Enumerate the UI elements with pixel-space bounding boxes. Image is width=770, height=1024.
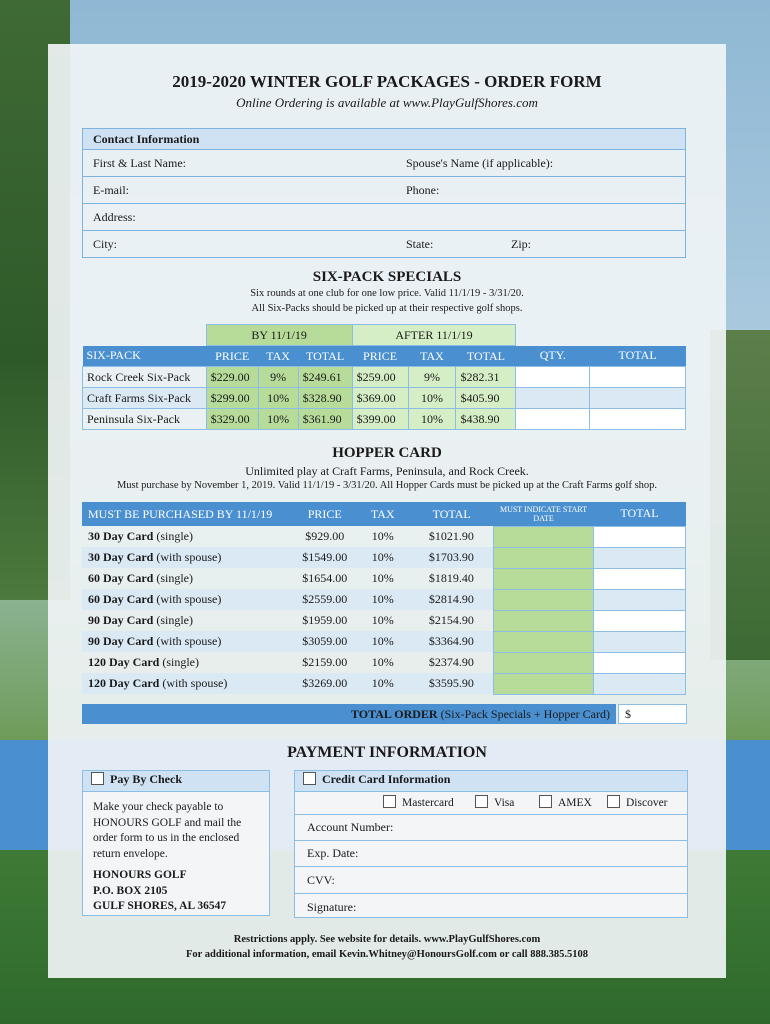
row-total-input[interactable] xyxy=(594,568,686,589)
start-date-input[interactable] xyxy=(494,673,594,694)
card-option: (with spouse) xyxy=(153,592,222,606)
col-tax: TAX xyxy=(370,506,395,521)
city-row xyxy=(83,231,686,258)
row-total-input[interactable] xyxy=(590,388,686,409)
col-total-by: TOTAL xyxy=(306,348,345,363)
total: $1021.90 xyxy=(428,529,474,543)
payment-title: PAYMENT INFORMATION xyxy=(287,744,487,761)
price-by: $329.00 xyxy=(206,409,258,430)
table-row xyxy=(82,673,686,694)
card-option: (single) xyxy=(153,571,193,585)
form-title: 2019-2020 WINTER GOLF PACKAGES - ORDER FORM xyxy=(172,72,602,91)
six-pack-note-1: Six rounds at one club for one low price. Valid 11/1/19 - 3/31/20. xyxy=(250,288,524,299)
total-by: $328.90 xyxy=(298,388,352,409)
card-type: 60 Day Card xyxy=(88,592,154,606)
exp-date-field[interactable]: Exp. Date: xyxy=(295,841,687,867)
price-after: $399.00 xyxy=(352,409,408,430)
hopper-note-1: Unlimited play at Craft Farms, Peninsula, and Rock Creek. xyxy=(245,464,529,478)
price-after: $369.00 xyxy=(352,388,408,409)
table-row xyxy=(82,547,686,568)
six-pack-name: Peninsula Six-Pack xyxy=(83,409,207,430)
hopper-card-title: HOPPER CARD xyxy=(332,445,442,461)
state-field[interactable]: State: xyxy=(406,236,434,251)
row-total-input[interactable] xyxy=(594,526,686,547)
card-type: 60 Day Card xyxy=(88,571,154,585)
col-total-after: TOTAL xyxy=(466,348,505,363)
col-price: PRICE xyxy=(307,506,342,521)
tax-after: 10% xyxy=(408,409,456,430)
row-total-input[interactable] xyxy=(594,547,686,568)
card-option: (with spouse) xyxy=(153,550,222,564)
email-field[interactable]: E-mail: xyxy=(93,182,129,197)
mastercard-label: Mastercard xyxy=(402,797,454,809)
order-form-sheet xyxy=(48,44,726,978)
price-after: $259.00 xyxy=(352,367,408,388)
row-total-input[interactable] xyxy=(594,673,686,694)
card-option: (with spouse) xyxy=(159,676,228,690)
pay-by-check-label: Pay By Check xyxy=(110,772,182,786)
card-option: (single) xyxy=(159,655,199,669)
tax-by: 9% xyxy=(258,367,298,388)
pay-by-check-checkbox[interactable] xyxy=(91,772,104,785)
qty-input[interactable] xyxy=(516,409,590,430)
row-total-input[interactable] xyxy=(594,652,686,673)
tax: 10% xyxy=(371,634,394,648)
name-row xyxy=(83,150,686,177)
group-by-date: BY 11/1/19 xyxy=(206,325,352,346)
total: $1819.40 xyxy=(428,571,474,585)
signature-field[interactable]: Signature: xyxy=(307,900,357,914)
table-row xyxy=(82,568,686,589)
mailing-address xyxy=(83,862,269,915)
table-row xyxy=(82,631,686,652)
pay-by-check-header xyxy=(83,771,269,792)
tax: 10% xyxy=(371,592,394,606)
address-field[interactable]: Address: xyxy=(83,204,686,231)
hopper-card-table xyxy=(82,502,686,695)
col-row-total: TOTAL xyxy=(620,506,659,521)
row-total-input[interactable] xyxy=(594,589,686,610)
col-price-after: PRICE xyxy=(363,348,398,363)
discover-checkbox[interactable] xyxy=(607,795,620,808)
card-type-discover[interactable] xyxy=(607,795,668,809)
table-row xyxy=(82,652,686,673)
contact-information-table xyxy=(82,128,686,258)
total: $2374.90 xyxy=(428,655,474,669)
col-hopper-card: MUST BE PURCHASED BY 11/1/19 xyxy=(88,506,273,521)
pay-by-check-box xyxy=(82,770,270,916)
price: $3059.00 xyxy=(302,634,348,648)
row-total-input[interactable] xyxy=(590,409,686,430)
total-by: $249.61 xyxy=(298,367,352,388)
total: $1703.90 xyxy=(428,550,474,564)
zip-field[interactable]: Zip: xyxy=(511,236,531,251)
price: $2159.00 xyxy=(302,655,348,669)
card-type: 120 Day Card xyxy=(88,676,160,690)
col-start-date: MUST INDICATE START DATE xyxy=(499,504,588,523)
start-date-input[interactable] xyxy=(494,526,594,547)
cvv-field[interactable]: CVV: xyxy=(295,867,687,894)
card-type: 30 Day Card xyxy=(88,550,154,564)
credit-card-label: Credit Card Information xyxy=(322,772,451,786)
contact-header: Contact Information xyxy=(83,129,686,150)
table-row xyxy=(83,388,686,409)
qty-input[interactable] xyxy=(516,367,590,388)
col-tax-by: TAX xyxy=(266,348,290,363)
col-tax-after: TAX xyxy=(420,348,444,363)
amex-checkbox[interactable] xyxy=(539,795,552,808)
table-row xyxy=(82,526,686,547)
card-type: 30 Day Card xyxy=(88,529,154,543)
row-total-input[interactable] xyxy=(590,367,686,388)
qty-input[interactable] xyxy=(516,388,590,409)
total-order-bold: TOTAL ORDER xyxy=(351,707,438,721)
first-last-name-field[interactable]: First & Last Name: xyxy=(93,155,186,170)
col-qty: QTY. xyxy=(539,348,566,363)
address-line-1: HONOURS GOLF xyxy=(93,869,187,881)
card-option: (single) xyxy=(153,529,193,543)
tax-after: 9% xyxy=(408,367,456,388)
price: $3269.00 xyxy=(302,676,348,690)
price: $1654.00 xyxy=(302,571,348,585)
spouse-name-field[interactable]: Spouse's Name (if applicable): xyxy=(406,155,554,170)
row-total-input[interactable] xyxy=(594,631,686,652)
address-line-3: GULF SHORES, AL 36547 xyxy=(93,900,227,912)
hopper-note-2: Must purchase by November 1, 2019. Valid 11/1/19 - 3/31/20. All Hopper Cards must be picked up at the Craft Farms golf shop. xyxy=(116,480,658,491)
group-after-date: AFTER 11/1/19 xyxy=(352,325,516,346)
card-option: (with spouse) xyxy=(153,634,222,648)
six-pack-name: Rock Creek Six-Pack xyxy=(83,367,207,388)
tax: 10% xyxy=(371,571,394,585)
total-after: $438.90 xyxy=(456,409,516,430)
six-pack-table xyxy=(82,324,686,430)
six-pack-title: SIX-PACK SPECIALS xyxy=(312,269,462,285)
six-pack-name: Craft Farms Six-Pack xyxy=(83,388,207,409)
footer-line-1: Restrictions apply. See website for details. www.PlayGulfShores.com xyxy=(233,934,541,945)
card-type: 90 Day Card xyxy=(88,613,154,627)
tax: 10% xyxy=(371,676,394,690)
col-six-pack: SIX-PACK xyxy=(86,348,141,363)
phone-field[interactable]: Phone: xyxy=(406,182,440,197)
currency-symbol: $ xyxy=(625,707,631,721)
discover-label: Discover xyxy=(626,797,668,809)
tax-by: 10% xyxy=(258,388,298,409)
col-total: TOTAL xyxy=(618,348,657,363)
mastercard-checkbox[interactable] xyxy=(383,795,396,808)
table-row xyxy=(82,589,686,610)
col-total: TOTAL xyxy=(432,506,471,521)
address-line-2: P.O. BOX 2105 xyxy=(93,884,168,897)
price: $1959.00 xyxy=(302,613,348,627)
start-date-input[interactable] xyxy=(494,589,594,610)
total-order-detail: (Six-Pack Specials + Hopper Card) xyxy=(437,707,610,721)
total-order-bar xyxy=(82,704,687,724)
start-date-input[interactable] xyxy=(494,652,594,673)
footer-line-2: For additional information, email Kevin.Whitney@HonoursGolf.com or call 888.385.5108 xyxy=(186,949,588,960)
form-subtitle: Online Ordering is available at www.PlayGulfShores.com xyxy=(236,95,538,110)
tax: 10% xyxy=(371,655,394,669)
card-type: 90 Day Card xyxy=(88,634,154,648)
card-option: (single) xyxy=(153,613,193,627)
six-pack-note-2: All Six-Packs should be picked up at their respective golf shops. xyxy=(251,303,523,314)
table-row xyxy=(83,367,686,388)
start-date-input[interactable] xyxy=(494,547,594,568)
start-date-input[interactable] xyxy=(494,610,594,631)
price: $1549.00 xyxy=(302,550,348,564)
price-by: $299.00 xyxy=(206,388,258,409)
tax: 10% xyxy=(371,529,394,543)
account-number-field[interactable]: Account Number: xyxy=(295,815,687,841)
email-row xyxy=(83,177,686,204)
start-date-input[interactable] xyxy=(494,568,594,589)
visa-checkbox[interactable] xyxy=(475,795,488,808)
tax-after: 10% xyxy=(408,388,456,409)
total-by: $361.90 xyxy=(298,409,352,430)
col-price-by: PRICE xyxy=(215,348,250,363)
tax: 10% xyxy=(371,550,394,564)
tax: 10% xyxy=(371,613,394,627)
visa-label: Visa xyxy=(494,797,515,809)
check-instructions: Make your check payable to HONOURS GOLF and mail the order form to us in the enclosed return envelope. xyxy=(93,801,242,860)
total-after: $282.31 xyxy=(456,367,516,388)
credit-card-checkbox[interactable] xyxy=(303,772,316,785)
total: $3595.90 xyxy=(428,676,474,690)
table-row xyxy=(83,409,686,430)
amex-label: AMEX xyxy=(558,797,592,809)
credit-card-header xyxy=(295,771,687,792)
card-type-visa[interactable] xyxy=(475,795,514,809)
start-date-input[interactable] xyxy=(494,631,594,652)
city-field[interactable]: City: xyxy=(93,236,118,251)
total-after: $405.90 xyxy=(456,388,516,409)
card-type: 120 Day Card xyxy=(88,655,160,669)
total: $2814.90 xyxy=(428,592,474,606)
total-order-label xyxy=(82,704,616,724)
total: $2154.90 xyxy=(428,613,474,627)
table-row xyxy=(82,610,686,631)
credit-card-box xyxy=(294,770,688,918)
card-type-mastercard[interactable] xyxy=(383,795,454,809)
total: $3364.90 xyxy=(428,634,474,648)
tax-by: 10% xyxy=(258,409,298,430)
price: $929.00 xyxy=(305,529,345,543)
row-total-input[interactable] xyxy=(594,610,686,631)
card-type-amex[interactable] xyxy=(539,795,592,809)
total-order-input[interactable] xyxy=(618,704,687,724)
price-by: $229.00 xyxy=(206,367,258,388)
price: $2559.00 xyxy=(302,592,348,606)
card-type-row xyxy=(295,792,687,815)
